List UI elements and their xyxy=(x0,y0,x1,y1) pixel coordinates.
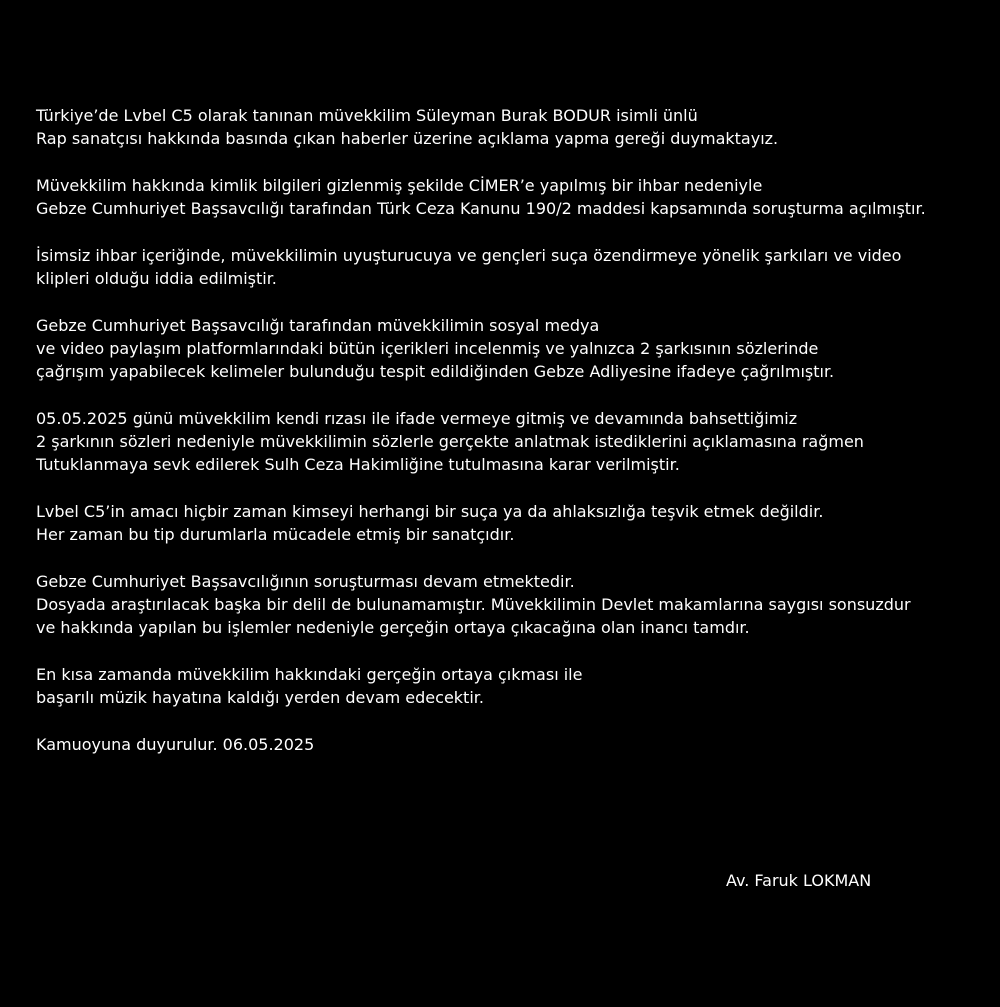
statement-line: 2 şarkının sözleri nedeniyle müvekkilimin sözlerle gerçekte anlatmak istediklerini açıklamasına rağmen xyxy=(36,432,864,451)
statement-paragraph xyxy=(36,174,996,220)
statement-line: Dosyada araştırılacak başka bir delil de bulunamamıştır. Müvekkilimin Devlet makamlarına saygısı sonsuzdur xyxy=(36,595,911,614)
statement-paragraph xyxy=(36,663,996,709)
statement-paragraph xyxy=(36,570,996,639)
statement-line: Gebze Cumhuriyet Başsavcılığı tarafından müvekkilimin sosyal medya xyxy=(36,316,600,335)
signature: Av. Faruk LOKMAN xyxy=(726,871,872,890)
statement-line: Müvekkilim hakkında kimlik bilgileri gizlenmiş şekilde CİMER’e yapılmış bir ihbar nedeniyle xyxy=(36,176,763,195)
statement-paragraph xyxy=(36,733,996,756)
statement-body xyxy=(36,104,996,780)
statement-line: çağrışım yapabilecek kelimeler bulunduğu tespit edildiğinden Gebze Adliyesine ifadeye çağrılmıştır. xyxy=(36,362,835,381)
statement-paragraph xyxy=(36,500,996,546)
statement-line: 05.05.2025 günü müvekkilim kendi rızası ile ifade vermeye gitmiş ve devamında bahsettiğimiz xyxy=(36,409,798,428)
statement-line: En kısa zamanda müvekkilim hakkındaki gerçeğin ortaya çıkması ile xyxy=(36,665,583,684)
statement-line: başarılı müzik hayatına kaldığı yerden devam edecektir. xyxy=(36,688,484,707)
statement-line: Türkiye’de Lvbel C5 olarak tanınan müvekkilim Süleyman Burak BODUR isimli ünlü xyxy=(36,106,698,125)
statement-line: ve video paylaşım platformlarındaki bütün içerikleri incelenmiş ve yalnızca 2 şarkısının sözlerinde xyxy=(36,339,819,358)
statement-paragraph xyxy=(36,407,996,476)
statement-line: ve hakkında yapılan bu işlemler nedeniyle gerçeğin ortaya çıkacağına olan inancı tamdır. xyxy=(36,618,750,637)
statement-paragraph xyxy=(36,244,996,290)
statement-line: Tutuklanmaya sevk edilerek Sulh Ceza Hakimliğine tutulmasına karar verilmiştir. xyxy=(36,455,680,474)
statement-line: Gebze Cumhuriyet Başsavcılığının soruşturması devam etmektedir. xyxy=(36,572,575,591)
statement-line: İsimsiz ihbar içeriğinde, müvekkilimin uyuşturucuya ve gençleri suça özendirmeye yönelik şarkıları ve video xyxy=(36,246,902,265)
statement-paragraph xyxy=(36,104,996,150)
statement-line: klipleri olduğu iddia edilmiştir. xyxy=(36,269,277,288)
statement-line: Lvbel C5’in amacı hiçbir zaman kimseyi herhangi bir suça ya da ahlaksızlığa teşvik etmek değildir. xyxy=(36,502,824,521)
statement-line: Rap sanatçısı hakkında basında çıkan haberler üzerine açıklama yapma gereği duymaktayız. xyxy=(36,129,779,148)
statement-line: Gebze Cumhuriyet Başsavcılığı tarafından Türk Ceza Kanunu 190/2 maddesi kapsamında soruşturma açılmıştır. xyxy=(36,199,926,218)
statement-line: Kamuoyuna duyurulur. 06.05.2025 xyxy=(36,735,315,754)
statement-line: Her zaman bu tip durumlarla mücadele etmiş bir sanatçıdır. xyxy=(36,525,515,544)
statement-paragraph xyxy=(36,314,996,383)
